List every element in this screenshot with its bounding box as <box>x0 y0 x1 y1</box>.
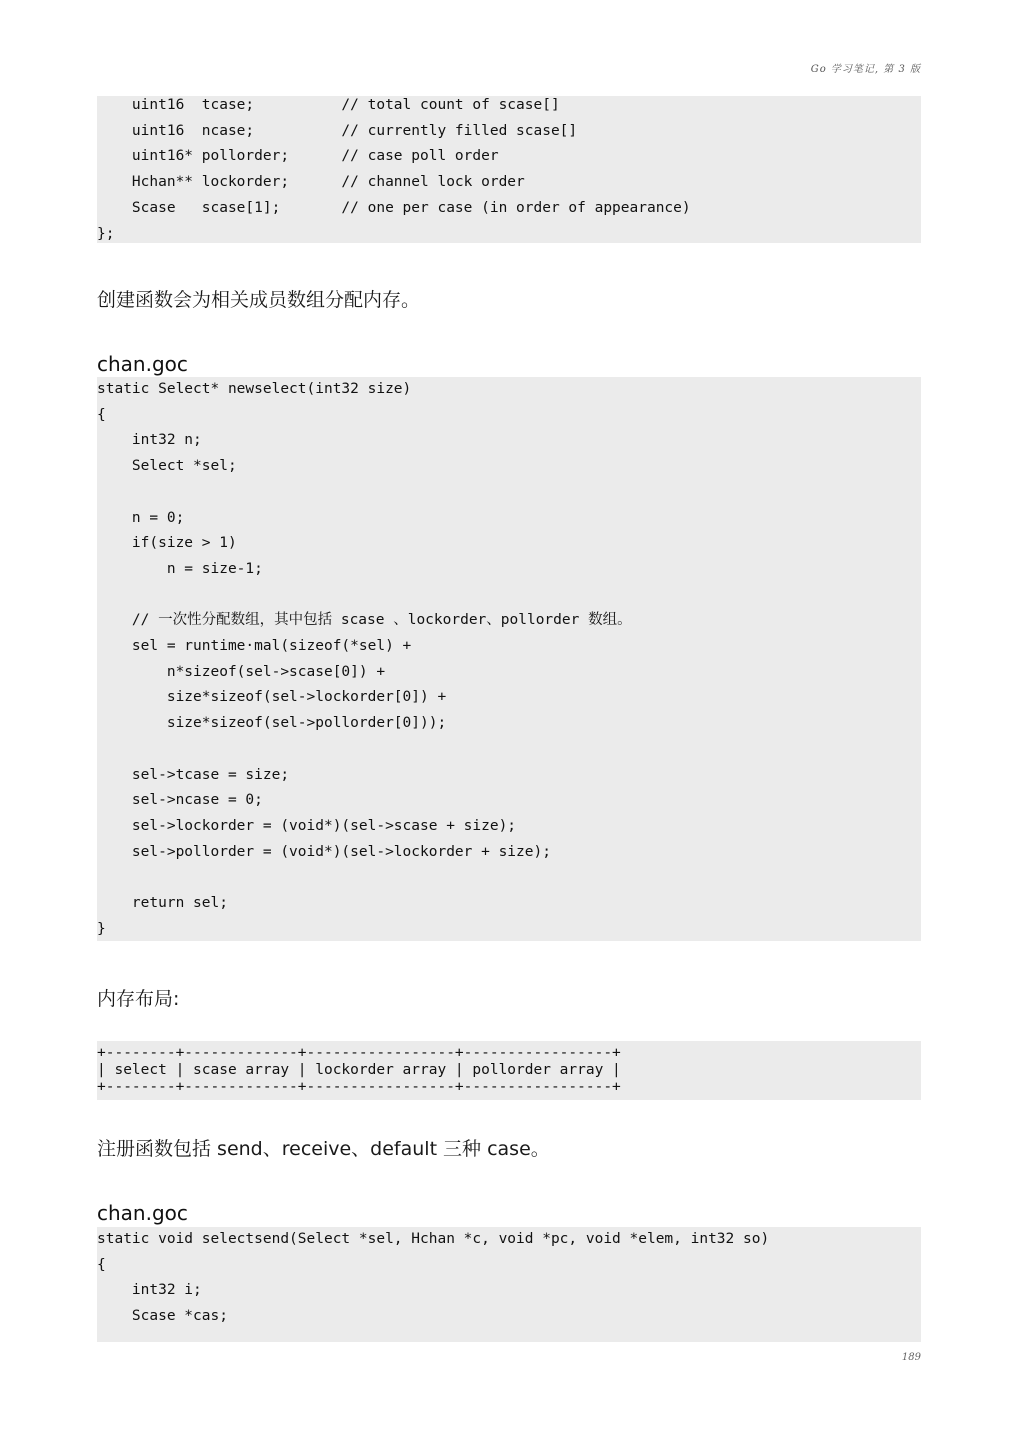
paragraph-register-functions: 注册函数包括 send、receive、default 三种 case。 <box>97 1138 550 1160</box>
code-text: +--------+-------------+-----------------+-----------------+ | select | scase array | lockorder array | pollorder array | +--------+-------------+-----------------+-----------------+ <box>97 1045 621 1095</box>
file-label-chan-goc: chan.goc <box>97 352 188 376</box>
paragraph-memory-layout: 内存布局: <box>97 988 180 1010</box>
code-block-struct-tail <box>97 96 921 243</box>
paragraph-create-function: 创建函数会为相关成员数组分配内存。 <box>97 289 421 311</box>
code-block-memory-diagram <box>97 1041 921 1100</box>
running-header: Go 学习笔记, 第 3 版 <box>810 64 921 75</box>
code-text: uint16 tcase; // total count of scase[] uint16 ncase; // currently filled scase[] uint16* pollorder; // case poll order Hchan** lockorder; // channel lock order Scase scase[1]; // one per case (in order of appearance) }; <box>97 97 691 242</box>
page-number: 189 <box>901 1352 921 1363</box>
file-label-chan-goc: chan.goc <box>97 1201 188 1225</box>
code-text: static void selectsend(Select *sel, Hchan *c, void *pc, void *elem, int32 so) { int32 i; Scase *cas; <box>97 1231 770 1325</box>
code-block-newselect <box>97 377 921 941</box>
code-block-selectsend <box>97 1227 921 1342</box>
code-text: static Select* newselect(int32 size) { int32 n; Select *sel; n = 0; if(size > 1) n = size-1; // 一次性分配数组，其中包括 scase 、lockorder、pollorder 数组。 sel = runtime·mal(sizeof(*sel) + n*sizeof(sel->scase[0]) + size*sizeof(sel->lockorder[0]) + size*sizeof(sel->pollorder[0])); sel->tcase = size; sel->ncase = 0; sel->lockorder = (void*)(sel->scase + size); sel->pollorder = (void*)(sel->lockorder + size); return sel; } <box>97 381 632 937</box>
